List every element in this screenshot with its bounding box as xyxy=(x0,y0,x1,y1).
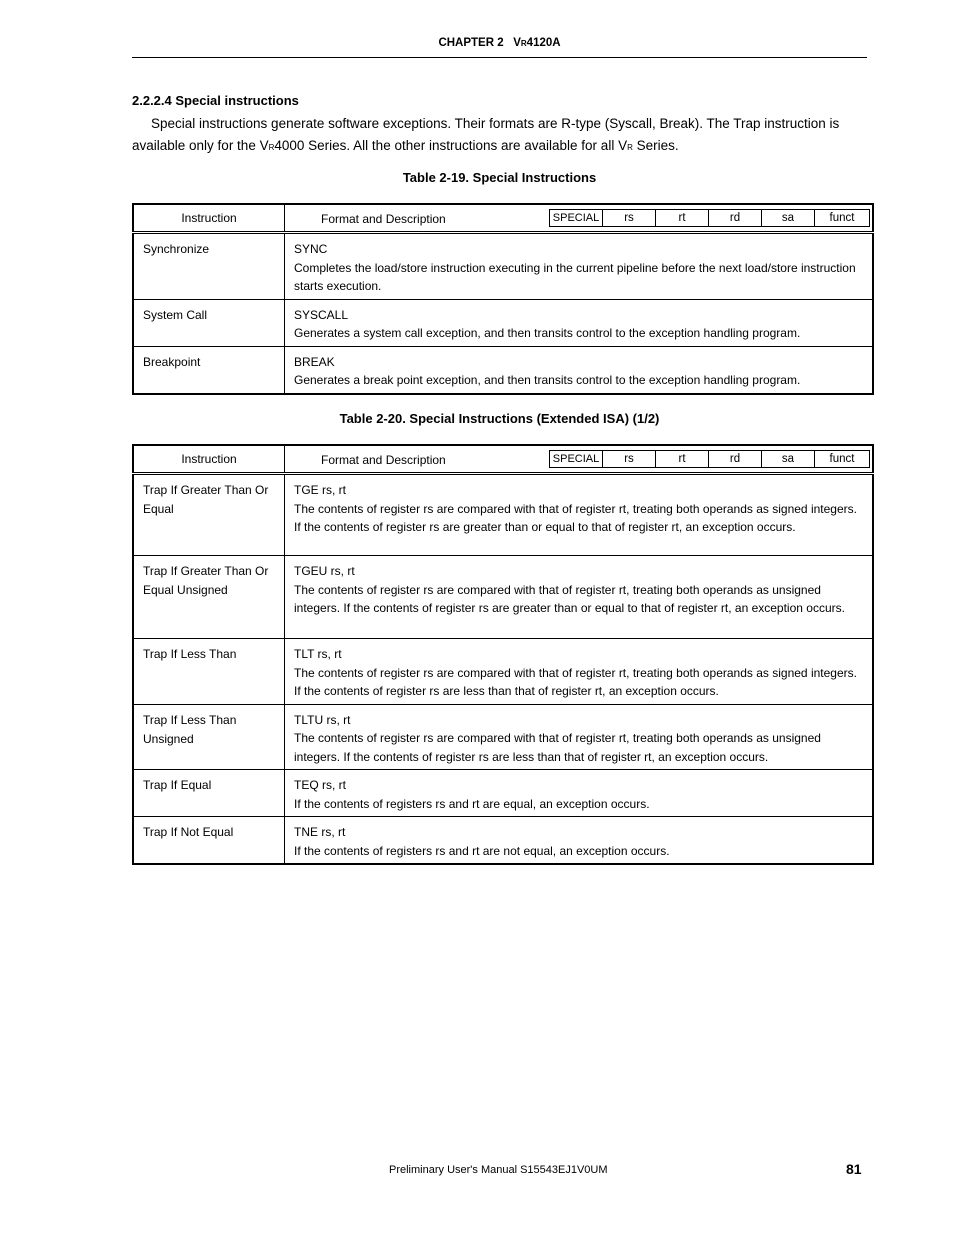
table-row xyxy=(133,233,873,300)
table-row xyxy=(133,556,873,639)
table-row xyxy=(133,817,873,865)
mnemonic: TGE rs, rt xyxy=(294,483,346,497)
format-description xyxy=(285,639,874,705)
table-row xyxy=(133,704,873,770)
description: The contents of register rs are compared with that of register rt, treating both operands as unsigned integers. If the contents of register rs are less than that of register rt, an exception occurs. xyxy=(294,731,821,764)
format-description xyxy=(285,556,874,639)
table-row xyxy=(133,346,873,394)
field-rt: rt xyxy=(655,451,708,467)
instruction-name: Trap If Greater Than Or Equal Unsigned xyxy=(133,556,285,639)
page-number: 81 xyxy=(846,1161,862,1177)
instruction-name: Trap If Not Equal xyxy=(133,817,285,865)
field-sa: sa xyxy=(761,210,814,226)
description: Generates a break point exception, and then transits control to the exception handling program. xyxy=(294,373,801,387)
column-header-format xyxy=(285,204,874,233)
mnemonic: TLT rs, rt xyxy=(294,647,342,661)
instruction-name: Trap If Less Than xyxy=(133,639,285,705)
chapter-label: CHAPTER 2 xyxy=(438,37,504,49)
table-row xyxy=(133,639,873,705)
table-row xyxy=(133,770,873,817)
mnemonic: TEQ rs, rt xyxy=(294,778,346,792)
field-rs: rs xyxy=(602,210,655,226)
field-rs: rs xyxy=(602,451,655,467)
description: If the contents of registers rs and rt are not equal, an exception occurs. xyxy=(294,843,670,858)
field-rd: rd xyxy=(708,451,761,467)
column-header-format xyxy=(285,445,874,474)
running-header xyxy=(132,37,867,49)
field-sa: sa xyxy=(761,451,814,467)
mnemonic: TNE rs, rt xyxy=(294,825,346,839)
format-description xyxy=(285,770,874,817)
format-description xyxy=(285,704,874,770)
format-description-label: Format and Description xyxy=(321,453,446,467)
instruction-format-fields xyxy=(549,450,870,468)
field-funct: funct xyxy=(814,210,869,226)
format-description xyxy=(285,817,874,865)
table-caption: Table 2-19. Special Instructions xyxy=(402,170,597,185)
field-rd: rd xyxy=(708,210,761,226)
table-row xyxy=(133,474,873,556)
table-header-row xyxy=(133,204,873,233)
description: The contents of register rs are compared with that of register rt, treating both operands as signed integers. If the contents of register rs are less than that of register rt, an exception occurs. xyxy=(294,665,857,698)
instruction-name: Trap If Less Than Unsigned xyxy=(133,704,285,770)
field-funct: funct xyxy=(814,451,869,467)
description: The contents of register rs are compared with that of register rt, treating both operands as signed integers. If the contents of register rs are greater than or equal to that of register rt, an exception occurs. xyxy=(294,501,857,534)
special-instructions-table xyxy=(132,203,874,395)
mnemonic: BREAK xyxy=(294,354,335,369)
field-special: SPECIAL xyxy=(552,212,600,224)
footer-manual-id: Preliminary User's Manual S15543EJ1V0UM xyxy=(389,1164,608,1176)
mnemonic: SYSCALL xyxy=(294,307,349,322)
column-header-instruction: Instruction xyxy=(133,445,285,474)
table-caption: Table 2-20. Special Instructions (Extended ISA) (1/2) xyxy=(339,411,660,426)
table-row xyxy=(133,299,873,346)
description: Generates a system call exception, and then transits control to the exception handling program. xyxy=(294,326,801,340)
intro-paragraph: Special instructions generate software exceptions. Their formats are R-type (Syscall, Break). The Trap instruction is available only for the VR4000 Series. All the other instructions are available for all VR Series. xyxy=(132,116,840,153)
product-name: VR4120A xyxy=(513,37,561,49)
field-rt: rt xyxy=(655,210,708,226)
mnemonic: SYNC xyxy=(294,242,328,256)
mnemonic: TLTU rs, rt xyxy=(294,712,351,727)
instruction-name: Trap If Greater Than Or Equal xyxy=(133,474,285,556)
field-special: SPECIAL xyxy=(552,453,600,465)
description: The contents of register rs are compared with that of register rt, treating both operands as unsigned integers. If the contents of register rs are greater than or equal to that of register rt, an exception occurs. xyxy=(294,582,845,615)
instruction-name: Synchronize xyxy=(133,233,285,300)
description: If the contents of registers rs and rt are equal, an exception occurs. xyxy=(294,796,650,811)
column-header-instruction: Instruction xyxy=(133,204,285,233)
format-description xyxy=(285,299,874,346)
special-instructions-extended-table xyxy=(132,444,874,865)
format-description xyxy=(285,474,874,556)
mnemonic: TGEU rs, rt xyxy=(294,564,355,578)
instruction-name: Breakpoint xyxy=(133,346,285,394)
format-description-label: Format and Description xyxy=(321,212,446,226)
format-description xyxy=(285,233,874,300)
instruction-name: Trap If Equal xyxy=(133,770,285,817)
instruction-format-fields xyxy=(549,209,870,227)
header-rule xyxy=(132,57,867,58)
instruction-name: System Call xyxy=(133,299,285,346)
table-header-row xyxy=(133,445,873,474)
description: Completes the load/store instruction executing in the current pipeline before the next load/store instruction starts execution. xyxy=(294,260,856,293)
format-description xyxy=(285,346,874,394)
section-heading: 2.2.2.4 Special instructions xyxy=(132,93,299,108)
